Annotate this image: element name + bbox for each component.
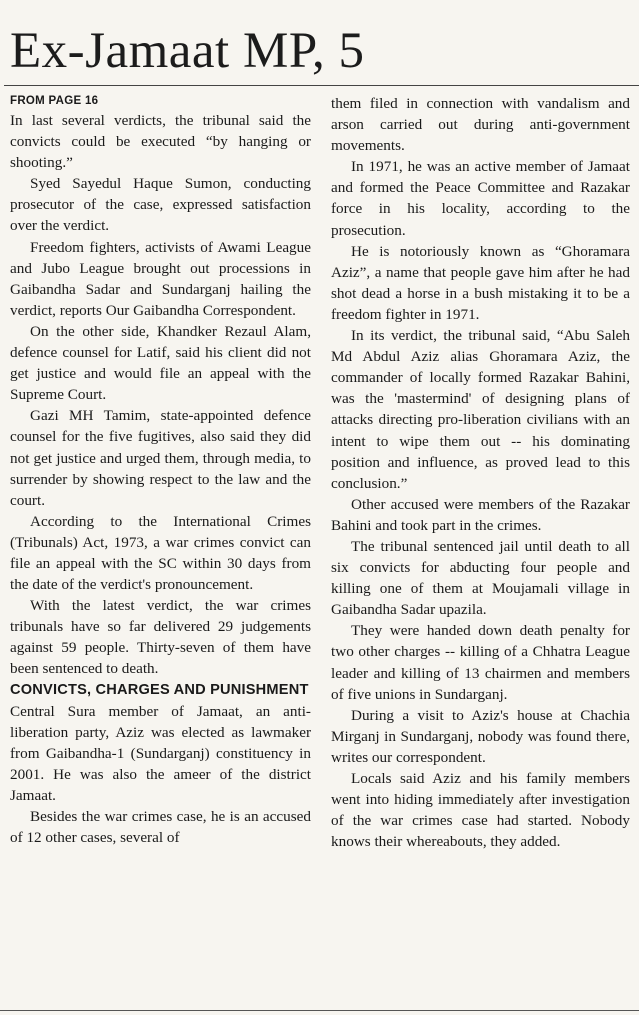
paragraph: Syed Sayedul Haque Sumon, conducting prosecutor of the case, expressed satisfaction over the verdict. <box>10 175 311 235</box>
paragraph: They were handed down death penalty for two other charges -- killing of a Chhatra League leader and killing of 13 chairmen and members of five unions in Sundarganj. <box>331 622 630 703</box>
paragraph: He is notoriously known as “Ghoramara Aziz”, a name that people gave him after he had shot dead a horse in a bush mistaking it to be a freedom fighter in 1971. <box>331 242 630 323</box>
paragraph: According to the International Crimes (Tribunals) Act, 1973, a war crimes convict can file an appeal with the SC within 30 days from the date of the verdict's pronouncement. <box>10 512 311 594</box>
headline-rule <box>4 85 639 86</box>
bottom-rule <box>0 1010 639 1011</box>
paragraph: On the other side, Khandker Rezaul Alam, defence counsel for Latif, said his client did not get justice and would file an appeal with the Supreme Court. <box>10 322 311 404</box>
paragraph: With the latest verdict, the war crimes tribunals have so far delivered 29 judgements against 59 people. Thirty-seven of them have been sentenced to death. <box>10 597 311 678</box>
left-column <box>10 92 311 848</box>
paragraph: In its verdict, the tribunal said, “Abu Saleh Md Abdul Aziz alias Ghoramara Aziz, the commander of locally formed Razakar Bahini, was the 'mastermind' of designing plans of attacks directing pro-liberation civilians with an intent to wipe them out -- his dominating position and influence, as proved lead to this conclusion.” <box>331 327 630 492</box>
paragraph: In last several verdicts, the tribunal said the convicts could be executed “by hanging or shooting.” <box>10 112 311 172</box>
paragraph: During a visit to Aziz's house at Chachia Mirganj in Sundarganj, nobody was found there, writes our correspondent. <box>331 706 630 766</box>
paragraph: Other accused were members of the Razakar Bahini and took part in the crimes. <box>331 495 630 534</box>
paragraph: Locals said Aziz and his family members went into hiding immediately after investigation of the war crimes case had started. Nobody knows their whereabouts, they added. <box>331 770 630 851</box>
paragraph: them filed in connection with vandalism and arson carried out during anti-government movements. <box>331 95 630 155</box>
right-column <box>331 93 630 852</box>
paragraph: Central Sura member of Jamaat, an anti-liberation party, Aziz was elected as lawmaker from Gaibandha-1 (Sundarganj) constituency in 2001. He was also the ameer of the district Jamaat. <box>10 702 311 804</box>
paragraph: The tribunal sentenced jail until death to all six convicts for abducting four people and killing one of them at Moujamali village in Gaibandha Sadar upazila. <box>331 537 630 619</box>
paragraph: Gazi MH Tamim, state-appointed defence counsel for the five fugitives, also said they did not get justice and urged them, through media, to surrender by showing respect to the law and the court. <box>10 407 311 509</box>
continuation-label: FROM PAGE 16 <box>10 95 99 107</box>
paragraph: Besides the war crimes case, he is an accused of 12 other cases, several of <box>10 808 311 847</box>
paragraph: Freedom fighters, activists of Awami League and Jubo League brought out processions in Gaibandha Sadar and Sundarganj hailing the verdict, reports Our Gaibandha Correspondent. <box>10 238 311 319</box>
paragraph: In 1971, he was an active member of Jamaat and formed the Peace Committee and Razakar force in his locality, according to the prosecution. <box>331 158 630 239</box>
section-subhead: CONVICTS, CHARGES AND PUNISHMENT <box>10 681 309 698</box>
headline: Ex-Jamaat MP, 5 <box>10 23 365 79</box>
